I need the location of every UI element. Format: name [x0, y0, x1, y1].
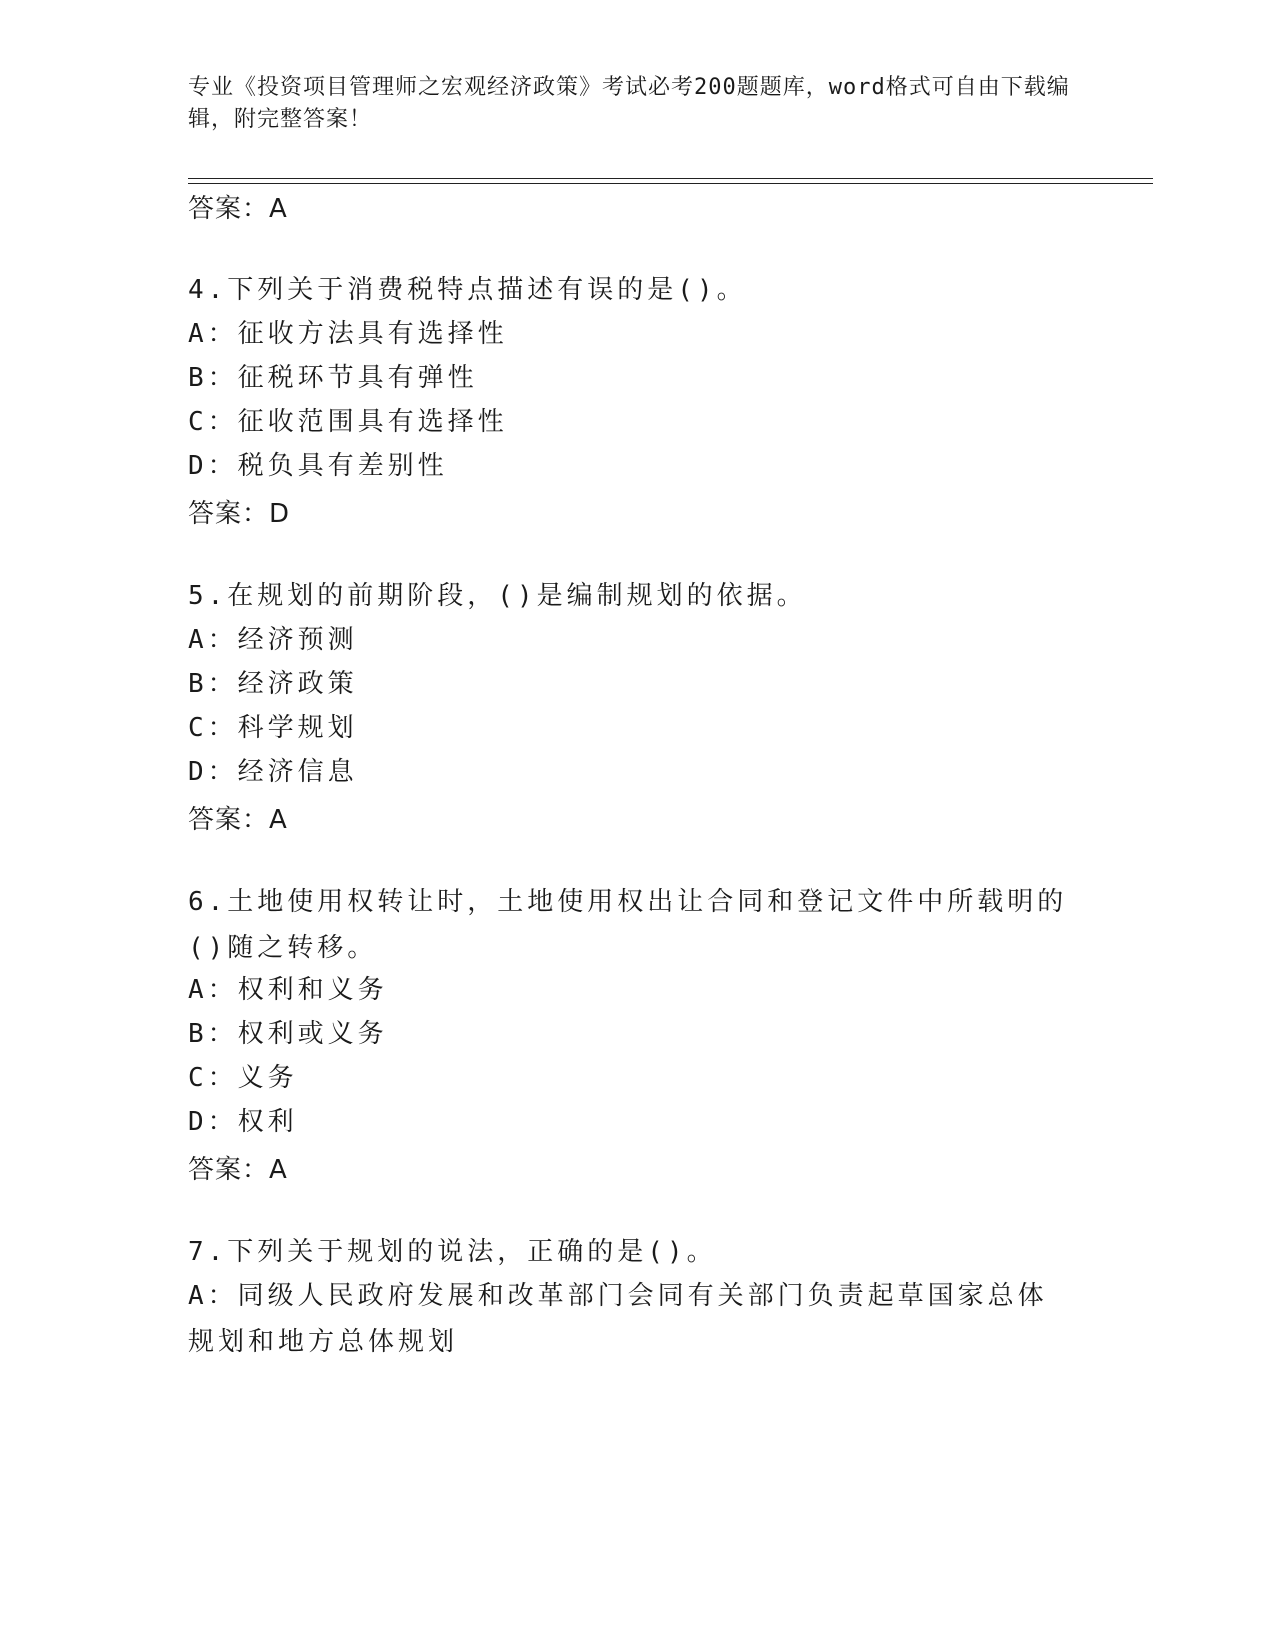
question-4: 4.下列关于消费税特点描述有误的是()。: [188, 275, 747, 305]
question-6-option-c: C：义务: [188, 1063, 298, 1093]
question-6-option-b: B：权利或义务: [188, 1019, 388, 1049]
question-6-answer: 答案：A: [188, 1155, 288, 1185]
document-header: 专业《投资项目管理师之宏观经济政策》考试必考200题题库，word格式可自由下载编辑，附完整答案！: [188, 75, 1070, 132]
question-6-option-d: D：权利: [188, 1107, 298, 1137]
answer-previous: 答案：A: [188, 194, 288, 224]
question-5-option-d: D：经济信息: [188, 757, 358, 787]
question-5-answer: 答案：A: [188, 805, 288, 835]
question-5-option-a: A：经济预测: [188, 625, 358, 655]
question-4-answer: 答案：D: [188, 499, 291, 529]
question-5-option-b: B：经济政策: [188, 669, 358, 699]
header-rule-bottom: [188, 183, 1153, 184]
question-4-option-c: C：征收范围具有选择性: [188, 407, 508, 437]
question-4-option-a: A：征收方法具有选择性: [188, 319, 508, 349]
question-4-option-b: B：征税环节具有弹性: [188, 363, 478, 393]
question-5: 5.在规划的前期阶段，()是编制规划的依据。: [188, 581, 807, 611]
question-7: 7.下列关于规划的说法，正确的是()。: [188, 1237, 717, 1267]
header-rule-top: [188, 178, 1153, 179]
question-6-option-a: A：权利和义务: [188, 975, 388, 1005]
question-5-option-c: C：科学规划: [188, 713, 358, 743]
question-4-option-d: D：税负具有差别性: [188, 451, 448, 481]
question-7-option-a: A：同级人民政府发展和改革部门会同有关部门负责起草国家总体规划和地方总体规划: [188, 1281, 1048, 1357]
question-6: 6.土地使用权转让时，土地使用权出让合同和登记文件中所载明的()随之转移。: [188, 887, 1068, 963]
